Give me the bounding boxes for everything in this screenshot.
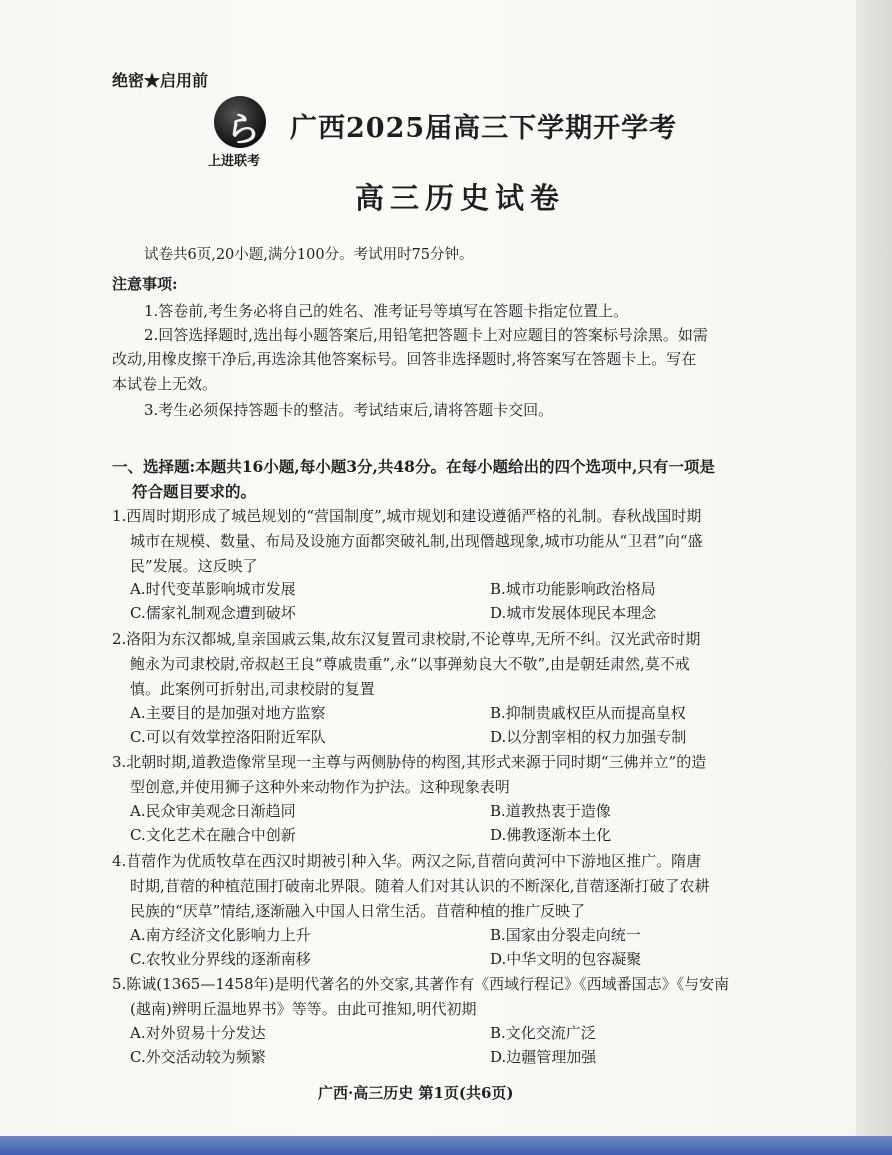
question-1-stem: 城市在规模、数量、布局及设施方面都突破礼制,出现僭越现象,城市功能从“卫君”向“盛 [130, 532, 703, 550]
question-1-option-d: D.城市发展体现民本理念 [490, 604, 657, 622]
question-1-stem: 民”发展。这反映了 [130, 557, 258, 575]
question-4-option-c: C.农牧业分界线的逐渐南移 [130, 950, 311, 968]
section-heading: 一、选择题:本题共16小题,每小题3分,共48分。在每小题给出的四个选项中,只有一项是 [112, 457, 715, 476]
question-4-option-d: D.中华文明的包容凝聚 [490, 950, 642, 968]
question-2-stem: 2.洛阳为东汉都城,皇亲国戚云集,故东汉复置司隶校尉,不论尊卑,无所不纠。汉光武帝时期 [112, 630, 701, 648]
question-3-option-a: A.民众审美观念日渐趋同 [130, 802, 296, 820]
question-5-option-c: C.外交活动较为频繁 [130, 1048, 266, 1066]
page-edge [856, 0, 892, 1155]
question-3-option-b: B.道教热衷于造像 [490, 802, 611, 820]
question-2-option-b: B.抑制贵戚权臣从而提高皇权 [490, 704, 686, 722]
logo: ら 上进联考 [208, 96, 274, 170]
question-3-option-d: D.佛教逐渐本土化 [490, 826, 612, 844]
question-5-option-b: B.文化交流广泛 [490, 1024, 596, 1042]
question-5-stem: 5.陈诚(1365—1458年)是明代著名的外交家,其著作有《西域行程记》《西域番国志》《与安南 [112, 975, 730, 993]
logo-text: 上进联考 [208, 154, 261, 169]
question-4-stem: 4.苜蓿作为优质牧草在西汉时期被引种入华。两汉之际,苜蓿向黄河中下游地区推广。隋唐 [112, 852, 702, 870]
question-5-option-d: D.边疆管理加强 [490, 1048, 597, 1066]
question-5-stem: (越南)辨明丘温地界书》等等。由此可推知,明代初期 [130, 1000, 477, 1018]
notice-line: 3.考生必须保持答题卡的整洁。考试结束后,请将答题卡交回。 [144, 401, 554, 419]
question-4-stem: 时期,苜蓿的种植范围打破南北界限。随着人们对其认识的不断深化,苜蓿逐渐打破了农耕 [130, 877, 710, 895]
question-4-stem: 民族的“厌草”情结,逐渐融入中国人日常生活。苜蓿种植的推广反映了 [130, 902, 586, 920]
question-1-option-a: A.时代变革影响城市发展 [130, 580, 296, 598]
question-2-option-d: D.以分割宰相的权力加强专制 [490, 728, 687, 746]
question-3-option-c: C.文化艺术在融合中创新 [130, 826, 296, 844]
subject-title: 高三历史试卷 [355, 181, 566, 215]
question-1-option-b: B.城市功能影响政治格局 [490, 580, 656, 598]
section-heading: 符合题目要求的。 [132, 482, 257, 501]
question-2-option-a: A.主要目的是加强对地方监察 [130, 704, 326, 722]
notice-line: 1.答卷前,考生务必将自己的姓名、准考证号等填写在答题卡指定位置上。 [144, 302, 629, 320]
confidential-label: 绝密★启用前 [112, 71, 209, 90]
notice-line: 本试卷上无效。 [112, 375, 218, 393]
scan-border [0, 1136, 892, 1155]
question-3-stem: 3.北朝时期,道教造像常呈现一主尊与两侧胁侍的构图,其形式来源于同时期“三佛并立”的造 [112, 753, 707, 771]
question-1-option-c: C.儒家礼制观念遭到破坏 [130, 604, 296, 622]
exam-intro: 试卷共6页,20小题,满分100分。考试用时75分钟。 [144, 247, 474, 263]
question-1-stem: 1.西周时期形成了城邑规划的“营国制度”,城市规划和建设遵循严格的礼制。春秋战国时期 [112, 507, 702, 525]
question-2-stem: 慎。此案例可折射出,司隶校尉的复置 [130, 680, 375, 698]
notice-line: 2.回答选择题时,选出每小题答案后,用铅笔把答题卡上对应题目的答案标号涂黑。如需 [144, 326, 708, 344]
question-2-stem: 鲍永为司隶校尉,帝叔赵王良“尊戚贵重”,永“以事弹劾良大不敬”,由是朝廷肃然,莫不戒 [130, 655, 690, 673]
exam-title: 广西2025届高三下学期开学考 [290, 113, 678, 144]
question-5-option-a: A.对外贸易十分发达 [130, 1024, 266, 1042]
notice-line: 改动,用橡皮擦干净后,再选涂其他答案标号。回答非选择题时,将答案写在答题卡上。写在 [112, 350, 697, 368]
page-footer: 广西·高三历史 第1页(共6页) [318, 1084, 514, 1102]
question-2-option-c: C.可以有效掌控洛阳附近军队 [130, 728, 326, 746]
question-4-option-a: A.南方经济文化影响力上升 [130, 926, 311, 944]
notice-heading: 注意事项: [112, 275, 178, 293]
question-4-option-b: B.国家由分裂走向统一 [490, 926, 641, 944]
question-3-stem: 型创意,并使用狮子这种外来动物作为护法。这种现象表明 [130, 778, 510, 796]
